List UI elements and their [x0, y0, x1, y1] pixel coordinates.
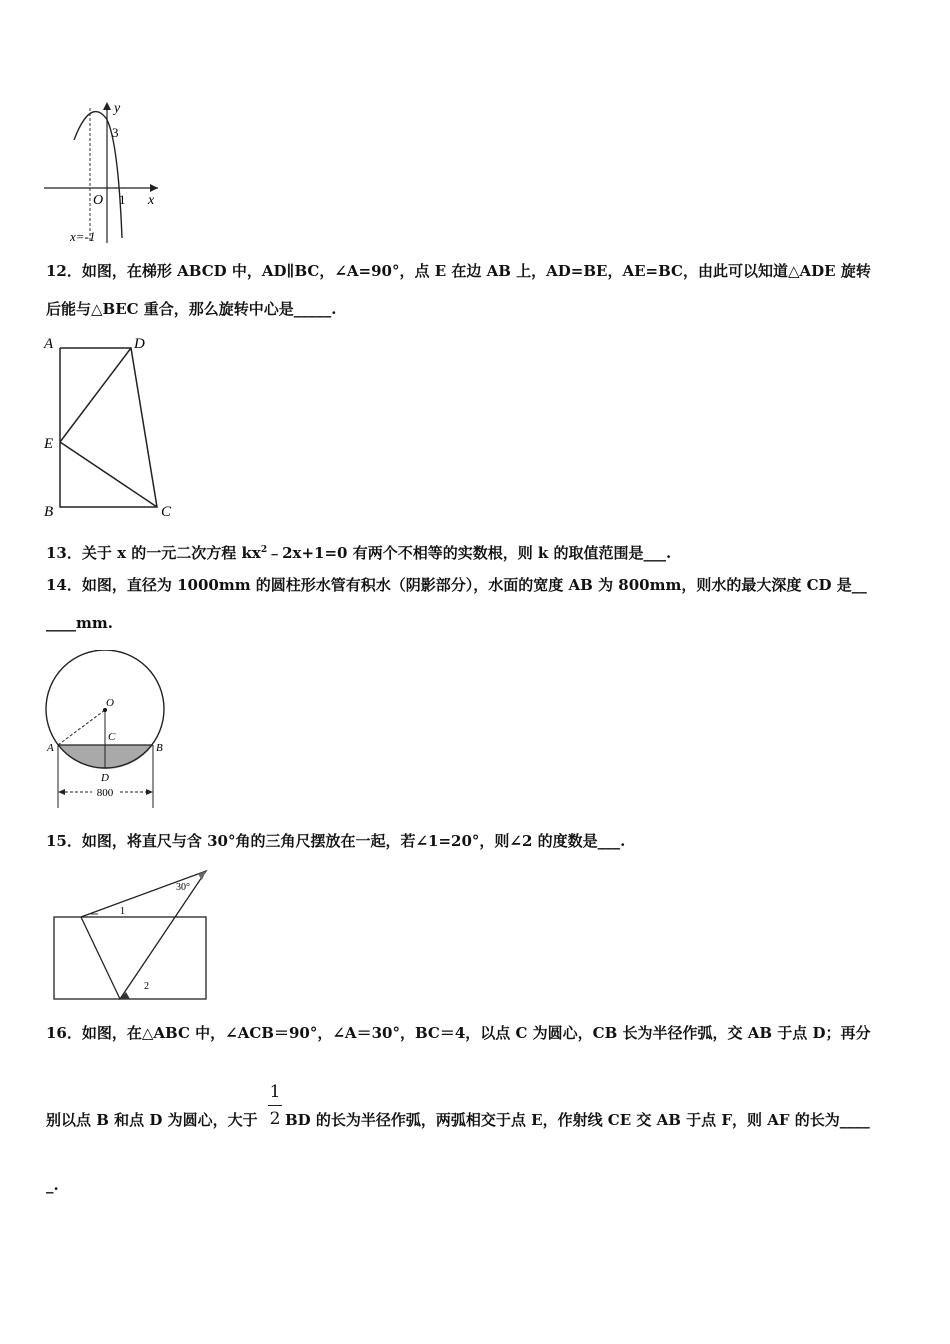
question-14-line-2: ____mm.	[46, 614, 113, 632]
point-b-label: B	[44, 504, 54, 520]
origin-label: O	[93, 193, 104, 208]
x-axis-label: x	[148, 193, 155, 208]
point-e-label: E	[44, 436, 54, 452]
tick-one-label: 1	[119, 192, 126, 207]
question-16-line-2-start: 别以点 B 和点 D 为圆心，大于	[46, 1111, 258, 1129]
point-b-label: B	[156, 742, 163, 754]
question-13-text: 13．关于 x 的一元二次方程 kx	[46, 544, 261, 562]
point-a-label: A	[47, 742, 54, 754]
fraction-denominator: 2	[269, 1109, 281, 1129]
question-16-line-3: _.	[46, 1176, 59, 1194]
question-15-line-1: 15．如图，将直尺与含 30°角的三角尺摆放在一起，若∠1=20°，则∠2 的度数是___.	[46, 832, 626, 850]
question-16-line-2-end: BD 的长为半径作弧，两弧相交于点 E，作射线 CE 交 AB 于点 F，则 AF 的长为____	[285, 1111, 870, 1129]
point-d-label: D	[101, 772, 109, 784]
point-d-label: D	[134, 336, 145, 352]
question-13	[46, 540, 671, 563]
question-16-line-1: 16．如图，在△ABC 中，∠ACB＝90°，∠A＝30°，BC＝4，以点 C 为圆心，CB 长为半径作弧，交 AB 于点 D；再分	[46, 1024, 871, 1042]
axis-of-symmetry-label: x=-1	[70, 229, 96, 244]
question-13-text-rest: ﹣2x+1=0 有两个不相等的实数根，则 k 的取值范围是___.	[267, 544, 672, 562]
question-12-line-1: 12．如图，在梯形 ABCD 中，AD∥BC，∠A=90°，点 E 在边 AB 上，AD=BE，AE=BC，由此可以知道△ADE 旋转	[46, 262, 871, 280]
trapezoid-figure	[40, 332, 180, 522]
tick-three-label: 3	[112, 125, 119, 140]
angle-2-label: 2	[144, 981, 149, 992]
ruler-triangle-figure	[46, 866, 216, 1006]
point-a-label: A	[44, 336, 54, 352]
point-c-label: C	[161, 504, 172, 520]
fraction-bar	[268, 1105, 282, 1106]
angle-30-label: 30°	[176, 882, 190, 893]
parabola-graph-figure	[40, 98, 170, 246]
fraction-numerator: 1	[269, 1082, 281, 1102]
exponent: 2	[260, 545, 268, 555]
width-800-label: 800	[96, 787, 114, 799]
question-12-line-2: 后能与△BEC 重合，那么旋转中心是_____.	[46, 300, 337, 318]
point-o-label: O	[106, 697, 114, 709]
water-pipe-figure	[40, 650, 180, 812]
angle-1-label: 1	[120, 906, 125, 917]
y-axis-label: y	[114, 101, 121, 116]
question-14-line-1: 14．如图，直径为 1000mm 的圆柱形水管有积水（阴影部分），水面的宽度 AB 为 800mm，则水的最大深度 CD 是__	[46, 576, 867, 594]
point-c-label: C	[108, 731, 116, 743]
